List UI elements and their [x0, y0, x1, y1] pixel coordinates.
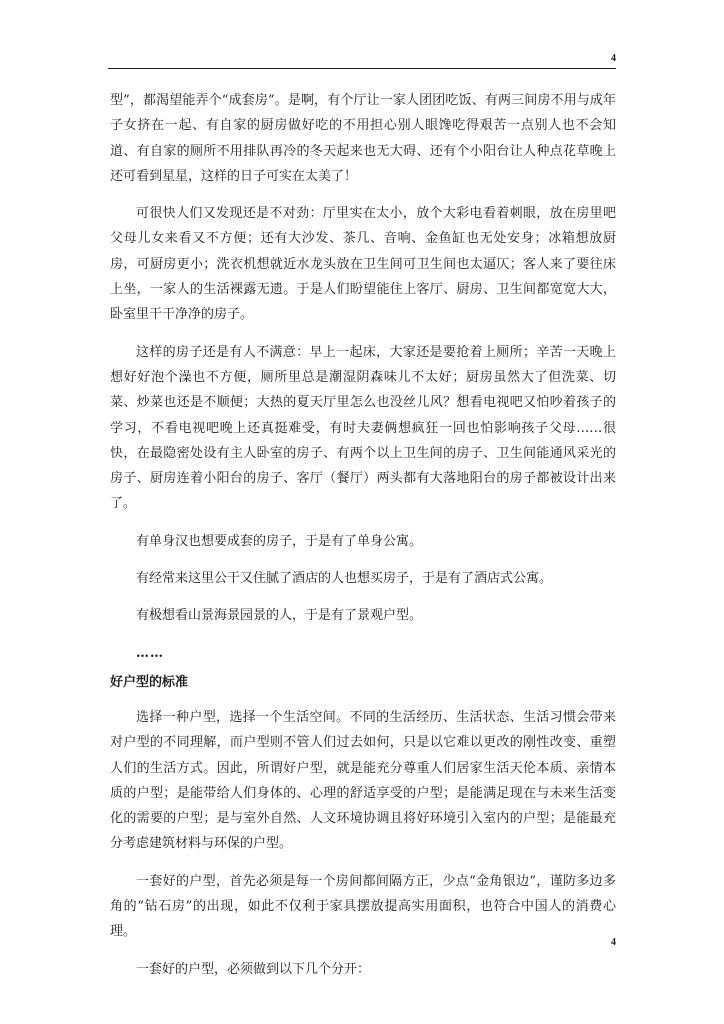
header-divider	[108, 68, 616, 69]
paragraph-1: 型”，都渴望能弄个“成套房”。是啊，有个厅让一家人团团吃饭、有两三间房不用与成年子女挤在一起、有自家的厨房做好吃的不用担心别人眼馋吃得艰苦一点别人也不会知道、有自家的厕所不用排队再冷的冬天起来也无大碍、还有个小阳台让人种点花草晚上还可看到星星，这样的日子可实在太美了！	[110, 93, 616, 184]
paragraph-5: 有经常来这里公干又住腻了酒店的人也想买房子，于是有了酒店式公寓。	[136, 571, 553, 587]
paragraph-7: 选择一种户型，选择一个生活空间。不同的生活经历、生活状态、生活习惯会带来对户型的不同理解，而户型则不管人们过去如何，只是以它难以更改的刚性改变、重塑人们的生活方式。因此，所谓好户型，就是能充分尊重人们居家生活天伦本质、亲情本质的户型；是能带给人们身体的、心理的舒适享受的户型；是能满足现在与未来生活变化的需要的户型；是与室外自然、人文环境协调且将好环境引入室内的户型；是能最充分考虑建筑材料与环保的户型。	[110, 709, 616, 852]
paragraph-2: 可很快人们又发现还是不对劲：厅里实在太小，放个大彩电看着刺眼，放在房里吧父母儿女来看又不方便；还有大沙发、茶几、音响、金鱼缸也无处安身；冰箱想放厨房，可厨房更小；洗衣机想就近水龙头放在卫生间可卫生间也太逼仄；客人来了要往床上坐，一家人的生活裸露无遗。于是人们盼望能住上客厅、厨房、卫生间都宽宽大大，卧室里干干净净的房子。	[110, 206, 616, 323]
ellipsis-line: ……	[136, 645, 164, 661]
paragraph-3: 这样的房子还是有人不满意：早上一起床，大家还是要抢着上厕所；辛苦一天晚上想好好泡个澡也不方便，厕所里总是潮湿阴森味儿不太好；厨房虽然大了但洗菜、切菜、炒菜也还是不顺便；大热的夏天厅里怎么也没丝儿风？想看电视吧又怕吵着孩子的学习，不看电视吧晚上还真挺难受，有时夫妻俩想疯狂一回也怕影响孩子父母……很快，在最隐密处设有主人卧室的房子、有两个以上卫生间的房子、卫生间能通风采光的房子、厨房连着小阳台的房子、客厅（餐厅）两头都有大落地阳台的房子都被设计出来了。	[110, 344, 616, 512]
header-page-number: 4	[611, 53, 616, 64]
section-heading: 好户型的标准	[110, 674, 189, 690]
footer-page-number: 4	[611, 937, 616, 948]
paragraph-4: 有单身汉也想要成套的房子，于是有了单身公寓。	[136, 533, 423, 549]
document-body	[110, 88, 616, 994]
paragraph-9: 一套好的户型，必须做到以下几个分开：	[136, 961, 371, 977]
paragraph-8: 一套好的户型，首先必须是每一个房间都间隔方正，少点“金角银边”，谨防多边多角的“钻石房”的出现，如此不仅利于家具摆放提高实用面积，也符合中国人的消费心理。	[110, 873, 616, 940]
paragraph-6: 有极想看山景海景园景的人，于是有了景观户型。	[136, 608, 423, 624]
